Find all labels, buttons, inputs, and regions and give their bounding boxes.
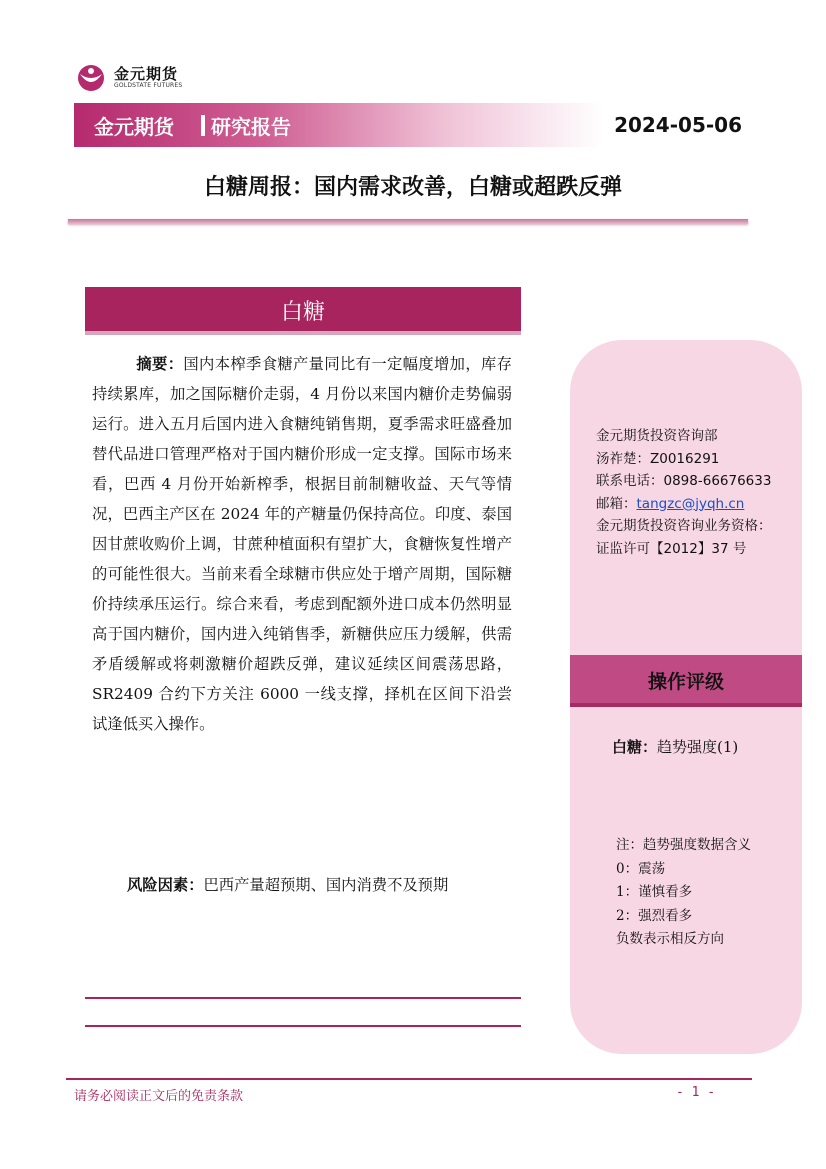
logo-name-en: GOLDSTATE FUTURES <box>114 82 183 89</box>
risk-label: 风险因素： <box>127 876 204 894</box>
content-divider-top <box>85 997 521 999</box>
contact-phone: 联系电话：0898-66676633 <box>596 473 772 489</box>
contact-block <box>596 425 796 560</box>
banner-report-type: 研究报告 <box>211 115 291 139</box>
rating-note: 注：趋势强度数据含义 <box>616 837 751 853</box>
abstract-text: 国内本榨季食糖产量同比有一定幅度增加，库存持续累库，加之国际糖价走弱，4 月份以来国内糖价走势偏弱运行。进入五月后国内进入食糖纯销售期，夏季需求旺盛叠加替代品进口管理严格对于国内糖价形成一定支撑。国际市场来看，巴西 4 月份开始新榨季，根据目前制糖收益、天气等情况，巴西主产区在 2024 年的产糖量仍保持高位。印度、泰国因甘蔗收购价上调，甘蔗种植面积有望扩大，食糖恢复性增产的可能性很大。当前来看全球糖市供应处于增产周期，国际糖价持续承压运行。综合来看，考虑到配额外进口成本仍然明显高于国内糖价，国内进入纯销售季，新糖供应压力缓解，供需矛盾缓解或将刺激糖价超跌反弹，建议延续区间震荡思路，SR2409 合约下方关注 6000 一线支撑，择机在区间下沿尝试逢低买入操作。 <box>92 355 512 733</box>
section-header-underline <box>85 331 521 335</box>
rating-header-underline <box>570 703 802 707</box>
logo-mark-icon <box>74 62 108 92</box>
rating-header <box>570 655 802 703</box>
rating-note: 负数表示相反方向 <box>616 931 724 947</box>
report-date: 2024-05-06 <box>614 113 742 137</box>
report-title: 白糖周报：国内需求改善，白糖或超跌反弹 <box>203 175 622 200</box>
contact-email-link[interactable]: tangzc@jyqh.cn <box>636 495 745 512</box>
contact-analyst: 汤祚楚：Z0016291 <box>596 450 720 467</box>
rating-commodity: 白糖： <box>612 738 658 756</box>
abstract-paragraph <box>92 349 512 739</box>
contact-dept: 金元期货投资咨询部 <box>596 428 718 444</box>
rating-note: 0：震荡 <box>616 860 666 877</box>
report-banner <box>74 103 752 147</box>
rating-title: 操作评级 <box>647 671 724 693</box>
rating-value-row <box>612 736 738 757</box>
logo-name-cn: 金元期货 <box>114 65 179 83</box>
banner-separator <box>201 115 205 136</box>
title-divider <box>68 219 748 224</box>
abstract-label: 摘要： <box>136 355 184 373</box>
footer-divider <box>66 1078 752 1080</box>
contact-license-title: 金元期货投资咨询业务资格： <box>596 518 772 534</box>
rating-note: 2：强烈看多 <box>616 907 693 924</box>
page-number: - 1 - <box>676 1085 716 1100</box>
rating-value: 趋势强度(1) <box>657 738 739 756</box>
section-header <box>85 287 521 331</box>
risk-factors <box>127 870 527 900</box>
rating-notes <box>616 834 751 952</box>
section-label: 白糖 <box>280 300 325 325</box>
contact-license: 证监许可【2012】37 号 <box>596 540 747 557</box>
banner-company: 金元期货 <box>94 115 174 139</box>
content-divider-bottom <box>85 1025 521 1027</box>
contact-email-row <box>596 493 796 516</box>
footer-disclaimer: 请务必阅读正文后的免责条款 <box>74 1089 244 1104</box>
company-logo <box>74 60 194 96</box>
risk-text: 巴西产量超预期、国内消费不及预期 <box>203 876 449 894</box>
rating-note: 1：谨慎看多 <box>616 884 693 900</box>
contact-email-label: 邮箱： <box>596 495 637 512</box>
